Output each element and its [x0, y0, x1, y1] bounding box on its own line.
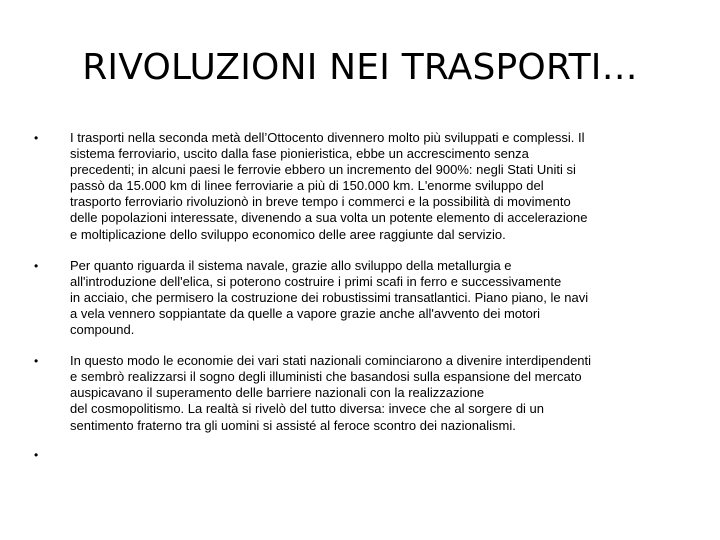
- bullet-item-navy: [34, 258, 674, 338]
- bullet-item-empty: [34, 447, 674, 463]
- bullet-item-economies: [34, 353, 674, 433]
- bullet-text: I trasporti nella seconda metà dell’Ottocento divennero molto più sviluppati e complessi. Il sistema ferroviario, uscito dalla fase pionieristica, ebbe un accrescimento senza precedenti; in alcuni paesi le ferrovie ebbero un incremento del 900%: negli Stati Uniti si passò da 15.000 km di linee ferroviarie a più di 150.000 km. L'enorme sviluppo del trasporto ferroviario rivoluzionò in breve tempo i commerci e la possibilità di movimento delle popolazioni interessate, divenendo a sua volta un potente elemento di accelerazione e moltiplicazione dello sviluppo economico delle aree raggiunte dal servizio.: [70, 130, 588, 242]
- bullet-marker: •: [34, 447, 39, 462]
- bullet-marker: •: [34, 131, 39, 145]
- bullet-text: In questo modo le economie dei vari stati nazionali cominciarono a divenire interdipendenti e sembrò realizzarsi il sogno degli illuministi che basandosi sulla espansione del mercato auspicavano il superamento delle barriere nazionali con la realizzazione del cosmopolitismo. La realtà si rivelò del tutto diversa: invece che al sorgere di un sentimento fraterno tra gli uomini si assisté al feroce scontro dei nazionalismi.: [70, 353, 592, 433]
- bullet-list: [34, 130, 674, 463]
- bullet-item-railways: [34, 130, 674, 243]
- slide-title: RIVOLUZIONI NEI TRASPORTI…: [82, 47, 638, 88]
- bullet-text: Per quanto riguarda il sistema navale, grazie allo sviluppo della metallurgia e all'introduzione dell'elica, si poterono costruire i primi scafi in ferro e successivamente in acciaio, che permisero la costruzione dei robustissimi transatlantici. Piano piano, le navi a vela vennero soppiantate da quelle a vapore grazie anche all'avvento dei motori compound.: [70, 257, 589, 338]
- bullet-marker: •: [34, 354, 39, 369]
- bullet-marker: •: [34, 258, 39, 273]
